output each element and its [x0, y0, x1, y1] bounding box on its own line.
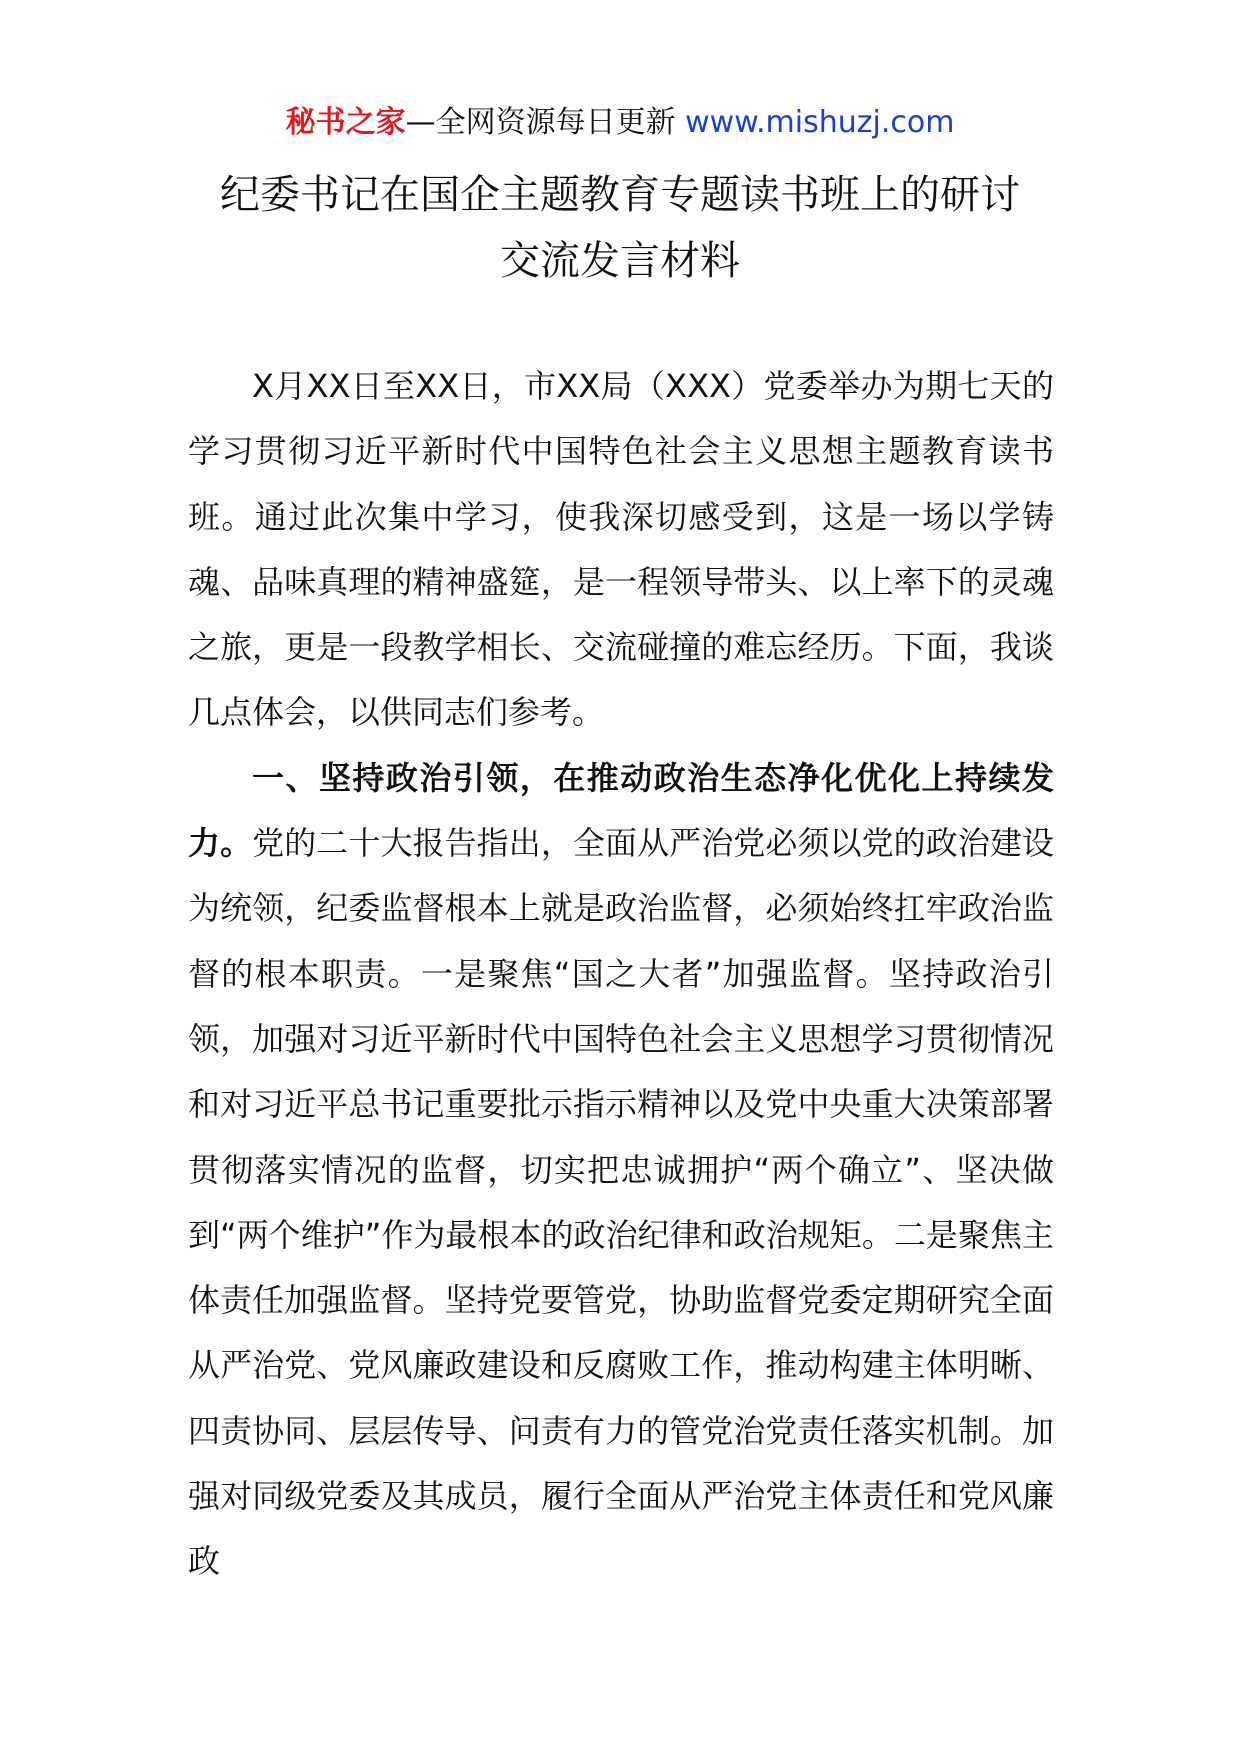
header-tagline: —全网资源每日更新 [405, 105, 686, 140]
site-header [0, 98, 1240, 148]
title-line-1: 纪委书记在国企主题教育专题读书班上的研讨 [220, 172, 1020, 218]
document-title [0, 162, 1240, 294]
document-body [188, 354, 1054, 1595]
section-1-text: 党的二十大报告指出，全面从严治党必须以党的政治建设为统领，纪委监督根本上就是政治监督，必须始终扛牢政治监督的根本职责。一是聚焦“国之大者”加强监督。坚持政治引领，加强对习近平新时代中国特色社会主义思想学习贯彻情况和对习近平总书记重要批示指示精神以及党中央重大决策部署贯彻落实情况的监督，切实把忠诚拥护“两个确立”、坚决做到“两个维护”作为最根本的政治纪律和政治规矩。二是聚焦主体责任加强监督。坚持党要管党，协助监督党委定期研究全面从严治党、党风廉政建设和反腐败工作，推动构建主体明晰、四责协同、层层传导、问责有力的管党治党责任落实机制。加强对同级党委及其成员，履行全面从严治党主体责任和党风廉政 [188, 824, 1054, 1581]
header-url-link[interactable]: www.mishuzj.com [685, 105, 955, 140]
brand-name: 秘书之家 [285, 105, 406, 140]
paragraph-section-1 [188, 746, 1054, 1595]
paragraph-intro: X月XX日至XX日，市XX局（XXX）党委举办为期七天的学习贯彻习近平新时代中国特色社会主义思想主题教育读书班。通过此次集中学习，使我深切感受到，这是一场以学铸魂、品味真理的精神盛筵，是一程领导带头、以上率下的灵魂之旅，更是一段教学相长、交流碰撞的难忘经历。下面，我谈几点体会，以供同志们参考。 [188, 367, 1054, 732]
section-1-heading: 一、坚持政治引领，在推动政治生态净化优化上持续发力。 [188, 758, 1054, 863]
title-line-2: 交流发言材料 [500, 238, 740, 284]
